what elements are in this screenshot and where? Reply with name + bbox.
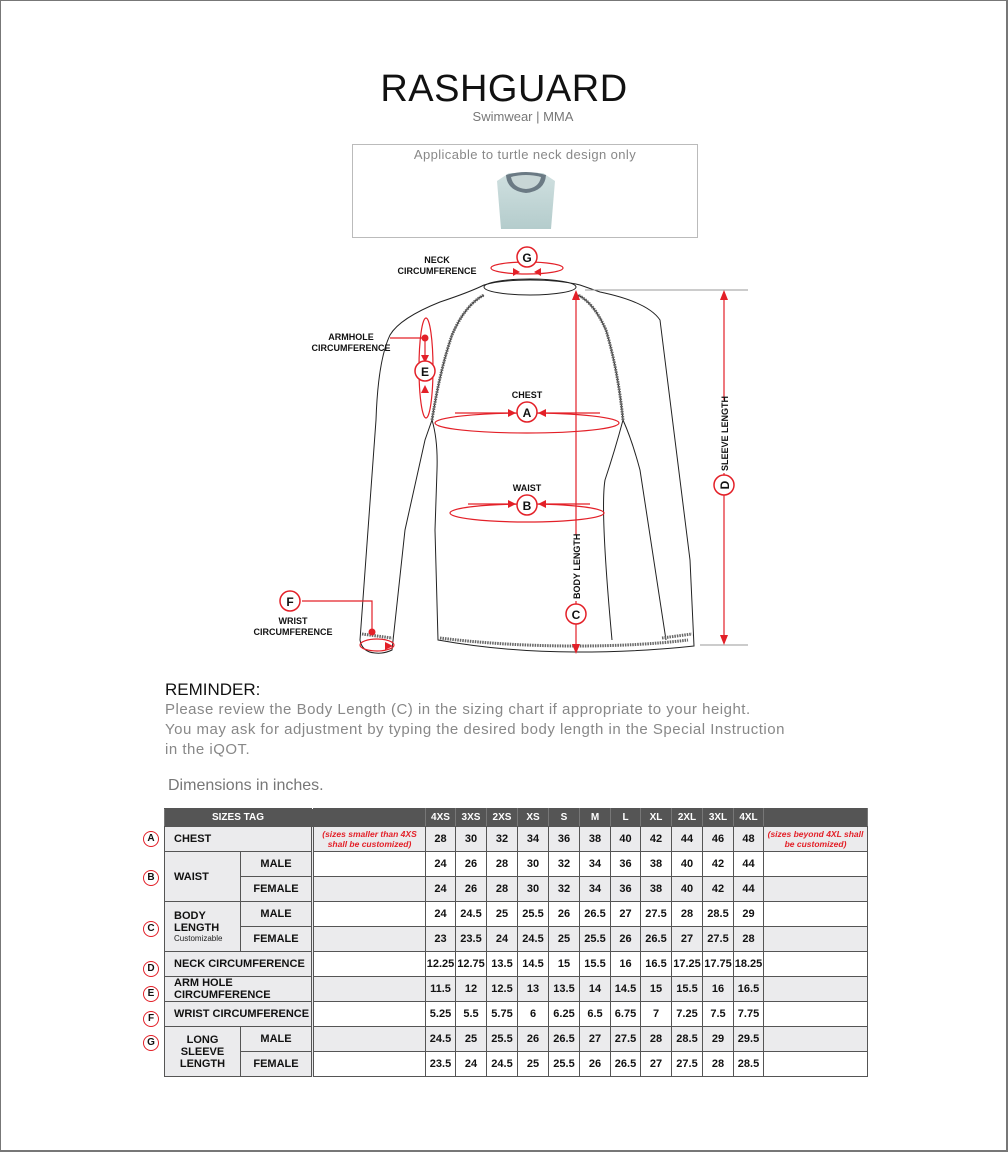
value-cell: 23 bbox=[426, 927, 456, 952]
value-cell: 27.5 bbox=[703, 927, 734, 952]
empty-cell bbox=[313, 1002, 426, 1027]
value-cell: 28 bbox=[641, 1027, 672, 1052]
turtle-neck-note: Applicable to turtle neck design only bbox=[413, 147, 637, 162]
value-cell: 15 bbox=[549, 952, 580, 977]
value-cell: 15.5 bbox=[580, 952, 611, 977]
value-cell: 24 bbox=[426, 877, 456, 902]
value-cell: 28 bbox=[426, 827, 456, 852]
value-cell: 14 bbox=[580, 977, 611, 1002]
value-cell: 5.25 bbox=[426, 1002, 456, 1027]
value-cell: 38 bbox=[580, 827, 611, 852]
value-cell: 42 bbox=[641, 827, 672, 852]
table-row-long-sleeve-female bbox=[165, 1052, 868, 1077]
value-cell: 42 bbox=[703, 852, 734, 877]
value-cell: 32 bbox=[549, 852, 580, 877]
value-cell: 27 bbox=[580, 1027, 611, 1052]
value-cell: 13 bbox=[518, 977, 549, 1002]
customizable-note: Customizable bbox=[174, 934, 223, 943]
value-cell: 6.25 bbox=[549, 1002, 580, 1027]
empty-cell bbox=[313, 927, 426, 952]
value-cell: 28.5 bbox=[734, 1052, 764, 1077]
value-cell: 26.5 bbox=[611, 1052, 641, 1077]
value-cell: 12.25 bbox=[426, 952, 456, 977]
body-length-label: BODY LENGTH bbox=[572, 533, 582, 599]
value-cell: 42 bbox=[703, 877, 734, 902]
value-cell: 26 bbox=[456, 877, 487, 902]
value-cell: 16 bbox=[703, 977, 734, 1002]
row-label-waist: WAIST bbox=[165, 852, 241, 902]
value-cell: 32 bbox=[487, 827, 518, 852]
note-large: (sizes beyond 4XL shall be customized) bbox=[764, 827, 868, 852]
badge-f: F bbox=[286, 595, 294, 609]
size-header: L bbox=[611, 809, 641, 827]
value-cell: 15 bbox=[641, 977, 672, 1002]
value-cell: 14.5 bbox=[518, 952, 549, 977]
value-cell: 6.5 bbox=[580, 1002, 611, 1027]
value-cell: 24.5 bbox=[487, 1052, 518, 1077]
turtle-neck-note-box bbox=[352, 144, 698, 238]
value-cell: 27 bbox=[611, 902, 641, 927]
value-cell: 11.5 bbox=[426, 977, 456, 1002]
value-cell: 48 bbox=[734, 827, 764, 852]
row-badge-g: G bbox=[143, 1035, 159, 1051]
row-badge-e: E bbox=[143, 986, 159, 1002]
value-cell: 6.75 bbox=[611, 1002, 641, 1027]
value-cell: 29 bbox=[703, 1027, 734, 1052]
value-cell: 34 bbox=[518, 827, 549, 852]
value-cell: 25.5 bbox=[580, 927, 611, 952]
rashguard-diagram bbox=[0, 240, 1008, 670]
empty-cell bbox=[764, 852, 868, 877]
value-cell: 6 bbox=[518, 1002, 549, 1027]
dimensions-note: Dimensions in inches. bbox=[168, 777, 324, 794]
value-cell: 25 bbox=[549, 927, 580, 952]
value-cell: 12.5 bbox=[487, 977, 518, 1002]
chest-label: CHEST bbox=[511, 390, 543, 400]
row-badge-a: A bbox=[143, 831, 159, 847]
value-cell: 28 bbox=[672, 902, 703, 927]
wrist-label-1: WRIST bbox=[278, 616, 308, 626]
sleeve-length-label: SLEEVE LENGTH bbox=[720, 395, 730, 471]
gender-male: MALE bbox=[241, 852, 313, 877]
value-cell: 36 bbox=[611, 877, 641, 902]
row-badge-c: C bbox=[143, 921, 159, 937]
reminder-line-3: in the iQOT. bbox=[165, 741, 251, 758]
long-sleeve-label-2: LENGTH bbox=[179, 1057, 226, 1070]
turtle-neck-collar-icon bbox=[495, 171, 557, 231]
value-cell: 12.75 bbox=[456, 952, 487, 977]
empty-cell bbox=[313, 852, 426, 877]
row-label-long-sleeve bbox=[165, 1027, 241, 1077]
value-cell: 24.5 bbox=[456, 902, 487, 927]
value-cell: 34 bbox=[580, 852, 611, 877]
value-cell: 29.5 bbox=[734, 1027, 764, 1052]
size-header: 2XS bbox=[487, 809, 518, 827]
value-cell: 27 bbox=[672, 927, 703, 952]
value-cell: 25.5 bbox=[549, 1052, 580, 1077]
gender-female: FEMALE bbox=[241, 1052, 313, 1077]
value-cell: 24.5 bbox=[426, 1027, 456, 1052]
table-row-body-length-female bbox=[165, 927, 868, 952]
row-label-wrist: WRIST CIRCUMFERENCE bbox=[165, 1002, 313, 1027]
value-cell: 26 bbox=[580, 1052, 611, 1077]
value-cell: 25 bbox=[518, 1052, 549, 1077]
value-cell: 26.5 bbox=[641, 927, 672, 952]
empty-cell bbox=[764, 1027, 868, 1052]
empty-cell bbox=[764, 927, 868, 952]
value-cell: 16 bbox=[611, 952, 641, 977]
value-cell: 44 bbox=[734, 852, 764, 877]
shirt-outline bbox=[360, 280, 694, 653]
table-row-neck bbox=[165, 952, 868, 977]
value-cell: 28.5 bbox=[703, 902, 734, 927]
value-cell: 30 bbox=[456, 827, 487, 852]
empty-cell bbox=[313, 877, 426, 902]
value-cell: 7.5 bbox=[703, 1002, 734, 1027]
empty-cell bbox=[764, 902, 868, 927]
value-cell: 16.5 bbox=[734, 977, 764, 1002]
value-cell: 28.5 bbox=[672, 1027, 703, 1052]
value-cell: 13.5 bbox=[549, 977, 580, 1002]
armhole-label-1: ARMHOLE bbox=[328, 332, 374, 342]
value-cell: 28 bbox=[487, 877, 518, 902]
page-title: RASHGUARD bbox=[380, 68, 628, 110]
row-label-armhole: ARM HOLE CIRCUMFERENCE bbox=[165, 977, 313, 1002]
value-cell: 32 bbox=[549, 877, 580, 902]
reminder-line-1: Please review the Body Length (C) in the sizing chart if appropriate to your height. bbox=[165, 701, 751, 718]
empty-cell bbox=[764, 1002, 868, 1027]
value-cell: 36 bbox=[611, 852, 641, 877]
table-row-wrist bbox=[165, 1002, 868, 1027]
table-header-row bbox=[165, 809, 868, 827]
size-header: 4XL bbox=[734, 809, 764, 827]
value-cell: 28 bbox=[734, 927, 764, 952]
badge-c: C bbox=[571, 608, 581, 622]
value-cell: 16.5 bbox=[641, 952, 672, 977]
long-sleeve-label-1: LONG SLEEVE bbox=[180, 1033, 225, 1058]
value-cell: 25.5 bbox=[518, 902, 549, 927]
note-large-header bbox=[764, 809, 868, 827]
body-length-label: BODY LENGTH bbox=[174, 910, 220, 934]
row-badge-f: F bbox=[143, 1011, 159, 1027]
row-label-neck: NECK CIRCUMFERENCE bbox=[165, 952, 313, 977]
value-cell: 28 bbox=[487, 852, 518, 877]
page-subtitle: Swimwear | MMA bbox=[472, 109, 574, 124]
value-cell: 30 bbox=[518, 852, 549, 877]
empty-cell bbox=[764, 1052, 868, 1077]
value-cell: 12 bbox=[456, 977, 487, 1002]
size-header: S bbox=[549, 809, 580, 827]
size-header: XL bbox=[641, 809, 672, 827]
sizes-tag-header: SIZES TAG bbox=[165, 809, 313, 827]
value-cell: 34 bbox=[580, 877, 611, 902]
value-cell: 7.25 bbox=[672, 1002, 703, 1027]
value-cell: 27.5 bbox=[641, 902, 672, 927]
gender-male: MALE bbox=[241, 1027, 313, 1052]
table-row-waist-female bbox=[165, 877, 868, 902]
value-cell: 26 bbox=[456, 852, 487, 877]
badge-b: B bbox=[522, 499, 532, 513]
value-cell: 40 bbox=[672, 877, 703, 902]
value-cell: 5.5 bbox=[456, 1002, 487, 1027]
value-cell: 24 bbox=[487, 927, 518, 952]
empty-cell bbox=[764, 877, 868, 902]
value-cell: 17.25 bbox=[672, 952, 703, 977]
row-badge-d: D bbox=[143, 961, 159, 977]
value-cell: 36 bbox=[549, 827, 580, 852]
value-cell: 14.5 bbox=[611, 977, 641, 1002]
gender-male: MALE bbox=[241, 902, 313, 927]
gender-female: FEMALE bbox=[241, 927, 313, 952]
size-header: XS bbox=[518, 809, 549, 827]
value-cell: 7 bbox=[641, 1002, 672, 1027]
value-cell: 44 bbox=[672, 827, 703, 852]
gender-female: FEMALE bbox=[241, 877, 313, 902]
reminder-heading: REMINDER: bbox=[165, 680, 261, 699]
table-row-chest bbox=[165, 827, 868, 852]
size-chart-table bbox=[164, 808, 868, 1077]
value-cell: 25.5 bbox=[487, 1027, 518, 1052]
value-cell: 27 bbox=[641, 1052, 672, 1077]
value-cell: 23.5 bbox=[456, 927, 487, 952]
value-cell: 18.25 bbox=[734, 952, 764, 977]
value-cell: 38 bbox=[641, 852, 672, 877]
row-label-chest: CHEST bbox=[165, 827, 313, 852]
empty-cell bbox=[313, 902, 426, 927]
size-header: 3XS bbox=[456, 809, 487, 827]
note-small: (sizes smaller than 4XS shall be customized) bbox=[313, 827, 426, 852]
value-cell: 27.5 bbox=[672, 1052, 703, 1077]
note-col-header bbox=[313, 809, 426, 827]
neck-label-2: CIRCUMFERENCE bbox=[397, 266, 477, 276]
reminder-line-2: You may ask for adjustment by typing the desired body length in the Special Instruction bbox=[165, 721, 785, 738]
value-cell: 30 bbox=[518, 877, 549, 902]
value-cell: 26 bbox=[549, 902, 580, 927]
value-cell: 26.5 bbox=[580, 902, 611, 927]
empty-cell bbox=[313, 1052, 426, 1077]
empty-cell bbox=[313, 977, 426, 1002]
empty-cell bbox=[764, 977, 868, 1002]
value-cell: 25 bbox=[487, 902, 518, 927]
size-header: 2XL bbox=[672, 809, 703, 827]
value-cell: 24.5 bbox=[518, 927, 549, 952]
table-row-body-length-male bbox=[165, 902, 868, 927]
value-cell: 17.75 bbox=[703, 952, 734, 977]
waist-label: WAIST bbox=[512, 483, 542, 493]
value-cell: 40 bbox=[672, 852, 703, 877]
value-cell: 26 bbox=[518, 1027, 549, 1052]
table-row-armhole bbox=[165, 977, 868, 1002]
value-cell: 24 bbox=[426, 852, 456, 877]
value-cell: 28 bbox=[703, 1052, 734, 1077]
empty-cell bbox=[313, 952, 426, 977]
value-cell: 13.5 bbox=[487, 952, 518, 977]
value-cell: 23.5 bbox=[426, 1052, 456, 1077]
value-cell: 38 bbox=[641, 877, 672, 902]
empty-cell bbox=[764, 952, 868, 977]
value-cell: 25 bbox=[456, 1027, 487, 1052]
table-row-long-sleeve-male bbox=[165, 1027, 868, 1052]
reminder-text bbox=[165, 700, 885, 760]
value-cell: 24 bbox=[456, 1052, 487, 1077]
size-header: 4XS bbox=[426, 809, 456, 827]
value-cell: 46 bbox=[703, 827, 734, 852]
empty-cell bbox=[313, 1027, 426, 1052]
value-cell: 40 bbox=[611, 827, 641, 852]
badge-d: D bbox=[718, 480, 732, 490]
value-cell: 5.75 bbox=[487, 1002, 518, 1027]
badge-e: E bbox=[420, 365, 430, 379]
value-cell: 15.5 bbox=[672, 977, 703, 1002]
size-header: M bbox=[580, 809, 611, 827]
wrist-label-2: CIRCUMFERENCE bbox=[253, 627, 333, 637]
value-cell: 44 bbox=[734, 877, 764, 902]
badge-a: A bbox=[522, 406, 532, 420]
armhole-label-2: CIRCUMFERENCE bbox=[311, 343, 391, 353]
neck-label-1: NECK bbox=[424, 255, 450, 265]
row-badge-b: B bbox=[143, 870, 159, 886]
size-header: 3XL bbox=[703, 809, 734, 827]
row-label-body-length bbox=[165, 902, 241, 952]
badge-g: G bbox=[522, 251, 532, 265]
table-row-waist-male bbox=[165, 852, 868, 877]
value-cell: 26.5 bbox=[549, 1027, 580, 1052]
value-cell: 24 bbox=[426, 902, 456, 927]
value-cell: 29 bbox=[734, 902, 764, 927]
value-cell: 26 bbox=[611, 927, 641, 952]
value-cell: 7.75 bbox=[734, 1002, 764, 1027]
value-cell: 27.5 bbox=[611, 1027, 641, 1052]
